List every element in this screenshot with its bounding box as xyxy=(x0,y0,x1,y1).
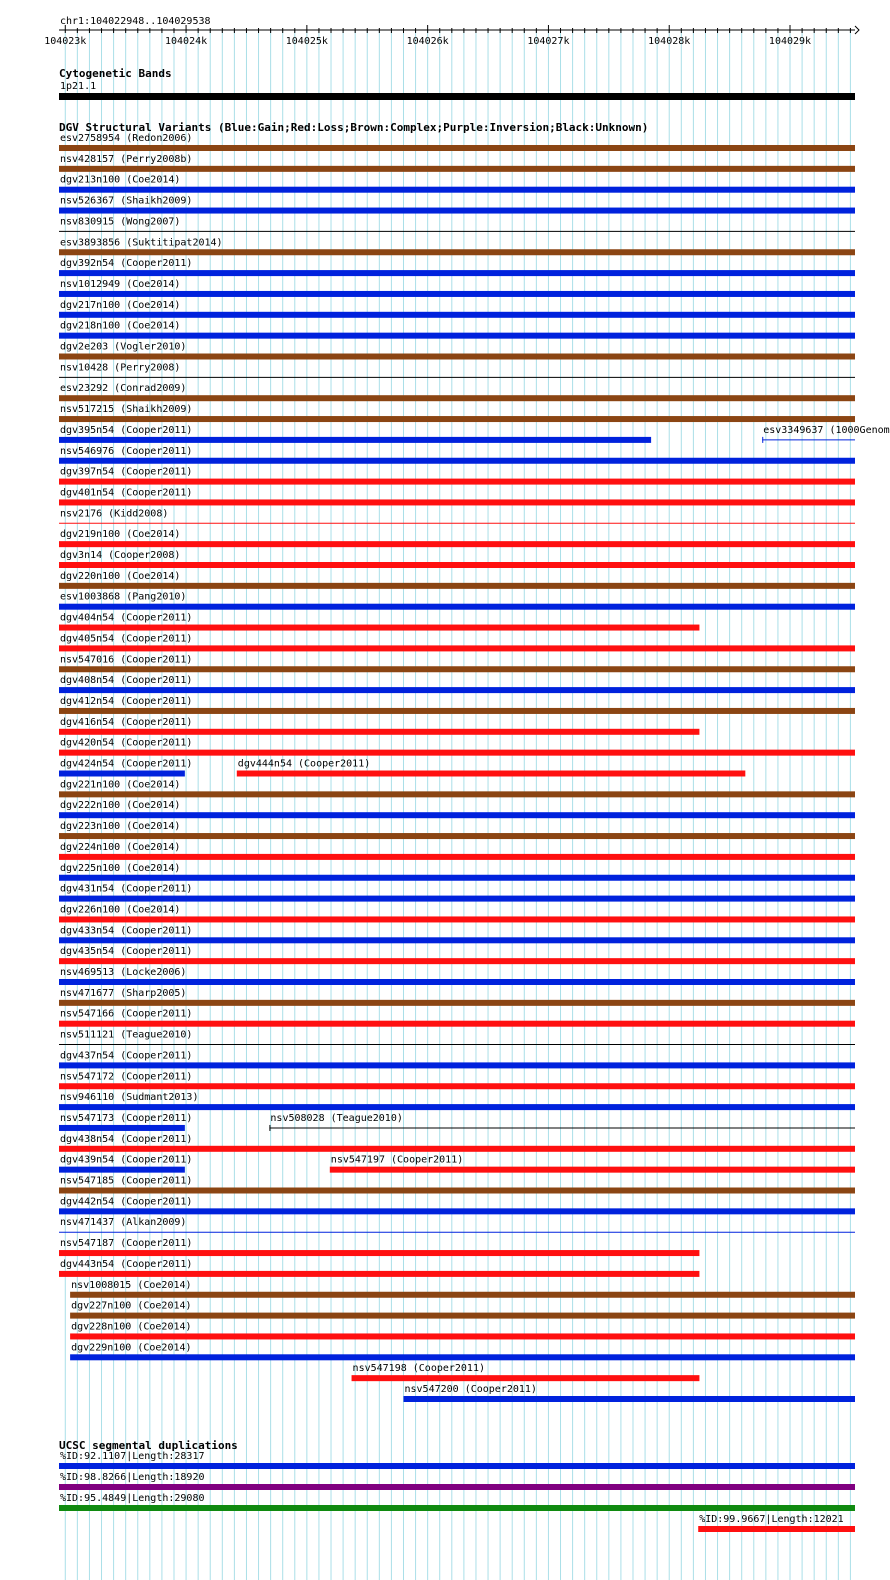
dgv-row xyxy=(59,1030,855,1045)
dgv-row xyxy=(352,1363,700,1381)
feature-label: dgv3n14 (Cooper2008) xyxy=(60,550,181,561)
dgv-row xyxy=(59,1176,855,1194)
feature-bar[interactable] xyxy=(59,1271,699,1277)
dgv-row xyxy=(59,487,855,505)
dgv-row xyxy=(59,550,855,568)
dgv-row xyxy=(59,425,890,443)
cytoband-label: 1p21.1 xyxy=(60,81,97,92)
dgv-row xyxy=(59,946,855,964)
feature-bar[interactable] xyxy=(59,1083,855,1089)
feature-label: nsv1008015 (Coe2014) xyxy=(71,1279,192,1291)
feature-label: nsv946110 (Sudmant2013) xyxy=(60,1092,199,1104)
feature-label: dgv416n54 (Cooper2011) xyxy=(60,716,193,728)
dgv-row xyxy=(59,196,855,214)
dgv-row xyxy=(59,1009,855,1027)
dgv-row xyxy=(59,175,855,193)
feature-label: dgv401n54 (Cooper2011) xyxy=(60,487,193,499)
feature-bar[interactable] xyxy=(59,958,855,964)
feature-label: dgv444n54 (Cooper2011) xyxy=(237,758,371,770)
ruler-tick-label: 104024k xyxy=(164,36,208,47)
feature-label: nsv469513 (Locke2006) xyxy=(60,967,187,978)
dgv-row xyxy=(59,529,855,547)
feature-bar[interactable] xyxy=(59,1062,855,1068)
segdup-track-title: UCSC segmental duplications xyxy=(59,1439,238,1452)
feature-label: nsv10428 (Perry2008) xyxy=(60,362,181,374)
feature-label: nsv508028 (Teague2010) xyxy=(270,1112,403,1124)
feature-bar[interactable] xyxy=(698,1526,855,1532)
feature-bar[interactable] xyxy=(59,854,855,860)
segdup-track xyxy=(59,1439,855,1532)
feature-bar[interactable] xyxy=(59,1167,185,1173)
feature-bar[interactable] xyxy=(330,1167,855,1173)
feature-label: nsv517215 (Shaikh2009) xyxy=(60,404,193,416)
feature-bar[interactable] xyxy=(59,583,855,589)
feature-label: nsv547185 (Cooper2011) xyxy=(60,1175,193,1187)
dgv-row xyxy=(59,404,855,422)
dgv-row xyxy=(59,1134,855,1152)
feature-label: dgv397n54 (Cooper2011) xyxy=(60,466,193,478)
dgv-row xyxy=(59,1071,855,1089)
feature-label: dgv229n100 (Coe2014) xyxy=(71,1342,192,1354)
dgv-row xyxy=(59,258,855,276)
dgv-row xyxy=(59,904,855,922)
feature-label: nsv471677 (Sharp2005) xyxy=(60,987,187,999)
feature-bar[interactable] xyxy=(59,1125,185,1131)
feature-bar[interactable] xyxy=(59,145,855,151)
dgv-row xyxy=(59,154,855,172)
feature-label: dgv224n100 (Coe2014) xyxy=(60,841,181,853)
feature-label: nsv547197 (Cooper2011) xyxy=(330,1154,464,1166)
feature-bar[interactable] xyxy=(59,541,855,547)
feature-label: nsv2176 (Kidd2008) xyxy=(60,508,169,520)
feature-bar[interactable] xyxy=(59,1208,855,1214)
dgv-row xyxy=(59,508,855,523)
dgv-row xyxy=(403,1384,855,1402)
feature-label: %ID:98.8266|Length:18920 xyxy=(60,1472,205,1483)
segdup-row xyxy=(59,1493,855,1511)
feature-bar[interactable] xyxy=(70,1354,855,1360)
cytoband-track xyxy=(59,67,855,100)
feature-label: nsv471437 (Alkan2009) xyxy=(60,1217,187,1229)
dgv-row xyxy=(59,633,855,651)
feature-bar[interactable] xyxy=(352,1375,700,1381)
dgv-row xyxy=(59,967,855,985)
dgv-row xyxy=(59,216,855,231)
feature-label: nsv526367 (Shaikh2009) xyxy=(60,195,193,207)
feature-bar[interactable] xyxy=(59,625,699,631)
feature-label: %ID:99.9667|Length:12021 xyxy=(699,1514,844,1525)
feature-label: dgv420n54 (Cooper2011) xyxy=(60,737,193,749)
dgv-row xyxy=(59,988,855,1006)
dgv-row xyxy=(59,237,855,255)
feature-bar[interactable] xyxy=(59,499,855,505)
dgv-row xyxy=(59,133,855,151)
feature-bar[interactable] xyxy=(59,333,855,339)
dgv-row xyxy=(59,446,855,464)
feature-label: nsv830915 (Wong2007) xyxy=(60,216,181,228)
dgv-row xyxy=(70,1280,855,1298)
feature-bar[interactable] xyxy=(59,708,855,714)
feature-bar[interactable] xyxy=(59,208,855,214)
feature-bar[interactable] xyxy=(59,1505,855,1511)
dgv-row xyxy=(70,1301,855,1319)
segdup-row xyxy=(698,1514,855,1532)
feature-label: dgv221n100 (Coe2014) xyxy=(60,779,181,791)
feature-bar[interactable] xyxy=(59,896,855,902)
feature-label: esv23292 (Conrad2009) xyxy=(60,383,187,395)
cytoband-track-title: Cytogenetic Bands xyxy=(59,67,172,80)
feature-label: nsv547198 (Cooper2011) xyxy=(352,1363,486,1375)
feature-bar[interactable] xyxy=(59,562,855,568)
dgv-row xyxy=(59,863,855,881)
feature-label: dgv219n100 (Coe2014) xyxy=(60,529,181,541)
feature-bar[interactable] xyxy=(59,458,855,464)
feature-bar[interactable] xyxy=(59,937,855,943)
ruler-tick-label: 104023k xyxy=(44,36,87,47)
feature-label: nsv1012949 (Coe2014) xyxy=(60,278,181,290)
feature-bar[interactable] xyxy=(59,354,855,360)
feature-label: dgv443n54 (Cooper2011) xyxy=(60,1258,193,1270)
feature-bar[interactable] xyxy=(59,187,855,193)
ruler-tick-label: 104026k xyxy=(406,36,449,47)
dgv-row xyxy=(59,1050,855,1068)
feature-label: dgv218n100 (Coe2014) xyxy=(60,320,181,332)
feature-label: dgv392n54 (Cooper2011) xyxy=(60,258,193,270)
feature-label: dgv439n54 (Cooper2011) xyxy=(60,1154,193,1166)
feature-label: nsv547173 (Cooper2011) xyxy=(60,1112,193,1124)
feature-bar[interactable] xyxy=(59,312,855,318)
feature-bar[interactable] xyxy=(59,479,855,485)
feature-bar[interactable] xyxy=(59,645,855,651)
feature-label: nsv547166 (Cooper2011) xyxy=(60,1008,193,1020)
feature-bar[interactable] xyxy=(59,812,855,818)
feature-bar[interactable] xyxy=(59,666,855,672)
feature-bar[interactable] xyxy=(59,416,855,422)
feature-label: nsv546976 (Cooper2011) xyxy=(60,445,193,457)
feature-label: dgv225n100 (Coe2014) xyxy=(60,862,181,874)
feature-bar[interactable] xyxy=(59,249,855,255)
feature-label: %ID:95.4849|Length:29080 xyxy=(60,1493,205,1504)
dgv-track xyxy=(59,121,890,1402)
dgv-row xyxy=(59,842,855,860)
dgv-row xyxy=(59,696,855,714)
feature-bar[interactable] xyxy=(59,1146,855,1152)
feature-bar[interactable] xyxy=(70,1313,855,1319)
dgv-row xyxy=(59,279,855,297)
feature-label: esv2758954 (Redon2006) xyxy=(60,133,193,144)
feature-label: dgv435n54 (Cooper2011) xyxy=(60,946,193,958)
feature-label: dgv226n100 (Coe2014) xyxy=(60,904,181,916)
feature-bar[interactable] xyxy=(59,750,855,756)
segdup-row xyxy=(59,1451,855,1469)
segdup-row xyxy=(59,1472,855,1490)
dgv-row xyxy=(59,592,855,610)
dgv-row xyxy=(59,1196,855,1214)
dgv-row xyxy=(59,1113,855,1131)
ruler-tick-label: 104029k xyxy=(768,36,812,47)
dgv-row xyxy=(59,738,855,756)
feature-label: dgv220n100 (Coe2014) xyxy=(60,570,181,582)
feature-label: dgv442n54 (Cooper2011) xyxy=(60,1196,193,1208)
dgv-row xyxy=(59,383,855,401)
dgv-track-title: DGV Structural Variants (Blue:Gain;Red:Loss;Brown:Complex;Purple:Inversion;Black:Unknown) xyxy=(59,121,649,134)
feature-bar[interactable] xyxy=(70,1333,855,1339)
dgv-row xyxy=(59,571,855,589)
cytoband-bar[interactable] xyxy=(59,93,855,100)
dgv-row xyxy=(59,759,745,777)
ruler-tick-label: 104025k xyxy=(285,36,328,47)
feature-label: dgv405n54 (Cooper2011) xyxy=(60,633,193,645)
feature-label: dgv408n54 (Cooper2011) xyxy=(60,675,193,687)
dgv-row xyxy=(59,821,855,839)
dgv-row xyxy=(59,300,855,318)
feature-label: nsv547172 (Cooper2011) xyxy=(60,1071,193,1083)
feature-bar[interactable] xyxy=(59,875,855,881)
feature-bar[interactable] xyxy=(59,916,855,922)
feature-label: dgv437n54 (Cooper2011) xyxy=(60,1050,193,1062)
dgv-row xyxy=(59,779,855,797)
feature-bar[interactable] xyxy=(59,1021,855,1027)
dgv-row xyxy=(59,321,855,339)
feature-label: nsv547016 (Cooper2011) xyxy=(60,654,193,666)
feature-label: esv3349637 (1000Genom xyxy=(763,424,890,436)
feature-bar[interactable] xyxy=(59,1000,855,1006)
feature-label: esv3893856 (Suktitipat2014) xyxy=(60,237,223,249)
feature-bar[interactable] xyxy=(59,1104,855,1110)
feature-label: nsv547187 (Cooper2011) xyxy=(60,1238,193,1250)
feature-label: dgv412n54 (Cooper2011) xyxy=(60,695,193,707)
feature-bar[interactable] xyxy=(59,833,855,839)
dgv-row xyxy=(59,1092,855,1110)
feature-label: dgv395n54 (Cooper2011) xyxy=(60,424,193,436)
feature-label: esv1003868 (Pang2010) xyxy=(60,591,187,603)
feature-label: dgv222n100 (Coe2014) xyxy=(60,800,181,812)
feature-label: dgv228n100 (Coe2014) xyxy=(71,1321,192,1333)
feature-bar[interactable] xyxy=(70,1292,855,1298)
feature-bar[interactable] xyxy=(59,729,699,735)
dgv-row xyxy=(59,925,855,943)
feature-label: %ID:92.1107|Length:28317 xyxy=(60,1451,205,1462)
dgv-row xyxy=(59,467,855,485)
feature-label: dgv223n100 (Coe2014) xyxy=(60,821,181,833)
region-label: chr1:104022948..104029538 xyxy=(60,16,211,27)
feature-label: dgv213n100 (Coe2014) xyxy=(60,174,181,186)
feature-label: nsv428157 (Perry2008b) xyxy=(60,153,193,165)
feature-bar[interactable] xyxy=(59,291,855,297)
feature-bar[interactable] xyxy=(59,1484,855,1490)
feature-label: dgv433n54 (Cooper2011) xyxy=(60,925,193,937)
feature-bar[interactable] xyxy=(59,771,185,777)
feature-bar[interactable] xyxy=(59,687,855,693)
dgv-row xyxy=(70,1321,855,1339)
feature-bar[interactable] xyxy=(59,791,855,797)
dgv-row xyxy=(70,1342,855,1360)
dgv-row xyxy=(59,675,855,693)
feature-bar[interactable] xyxy=(237,771,746,777)
feature-bar[interactable] xyxy=(403,1396,855,1402)
feature-label: dgv2e203 (Vogler2010) xyxy=(60,341,187,353)
ruler-arrow-icon xyxy=(855,26,859,34)
feature-bar[interactable] xyxy=(59,604,855,610)
dgv-row xyxy=(59,654,855,672)
feature-label: dgv404n54 (Cooper2011) xyxy=(60,612,193,624)
feature-label: dgv424n54 (Cooper2011) xyxy=(60,758,193,770)
feature-bar[interactable] xyxy=(59,395,855,401)
dgv-row xyxy=(59,1155,855,1173)
feature-bar[interactable] xyxy=(59,1188,855,1194)
feature-label: dgv217n100 (Coe2014) xyxy=(60,299,181,311)
dgv-row xyxy=(59,342,855,360)
dgv-row xyxy=(59,800,855,818)
feature-label: dgv227n100 (Coe2014) xyxy=(71,1300,192,1312)
dgv-row xyxy=(59,362,855,377)
dgv-row xyxy=(59,884,855,902)
feature-bar[interactable] xyxy=(59,979,855,985)
feature-label: dgv438n54 (Cooper2011) xyxy=(60,1133,193,1145)
feature-label: nsv547200 (Cooper2011) xyxy=(404,1384,537,1395)
ruler-tick-label: 104028k xyxy=(648,36,691,47)
dgv-row xyxy=(59,1217,855,1232)
feature-bar[interactable] xyxy=(59,1250,699,1256)
feature-bar[interactable] xyxy=(59,166,855,172)
feature-label: nsv511121 (Teague2010) xyxy=(60,1029,193,1041)
ruler-tick-label: 104027k xyxy=(527,36,570,47)
feature-label: dgv431n54 (Cooper2011) xyxy=(60,883,193,895)
feature-bar[interactable] xyxy=(59,1463,855,1469)
feature-bar[interactable] xyxy=(59,270,855,276)
feature-bar[interactable] xyxy=(59,437,651,443)
